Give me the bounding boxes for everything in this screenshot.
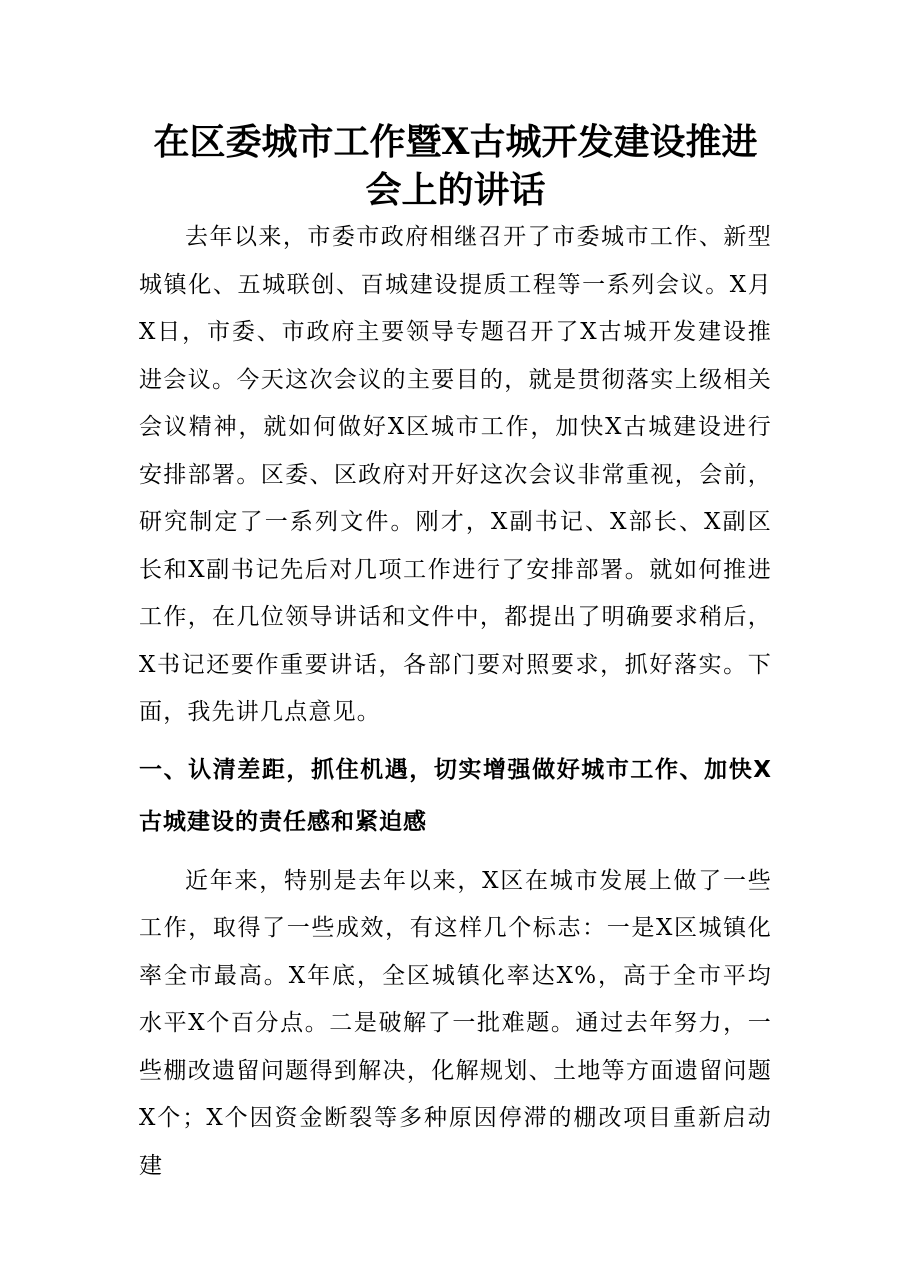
document-body xyxy=(139,118,772,1190)
intro-paragraph: 去年以来，市委市政府相继召开了市委城市工作、新型城镇化、五城联创、百城建设提质工程等一系列会议。X月X日，市委、市政府主要领导专题召开了X古城开发建设推进会议。今天这次会议的主要目的，就是贯彻落实上级相关会议精神，就如何做好X区城市工作，加快X古城建设进行安排部署。区委、区政府对开好这次会议非常重视，会前，研究制定了一系列文件。刚才，X副书记、X部长、X副区长和X副书记先后对几项工作进行了安排部署。就如何推进工作，在几位领导讲话和文件中，都提出了明确要求稍后，X书记还要作重要讲话，各部门要对照要求，抓好落实。下面，我先讲几点意见。 xyxy=(139,224,772,725)
section-heading-1: 一、认清差距，抓住机遇，切实增强做好城市工作、加快X古城建设的责任感和紧迫感 xyxy=(139,756,772,835)
section-paragraph-1: 近年来，特别是去年以来，X区在城市发展上做了一些工作，取得了一些成效，有这样几个标志：一是X区城镇化率全市最高。X年底，全区城镇化率达X%，高于全市平均水平X个百分点。二是破解了一批难题。通过去年努力，一些棚改遗留问题得到解决，化解规划、土地等方面遗留问题X个；X个因资金断裂等多种原因停滞的棚改项目重新启动建 xyxy=(139,867,772,1179)
document-title: 在区委城市工作暨X古城开发建设推进会上的讲话 xyxy=(153,121,758,211)
